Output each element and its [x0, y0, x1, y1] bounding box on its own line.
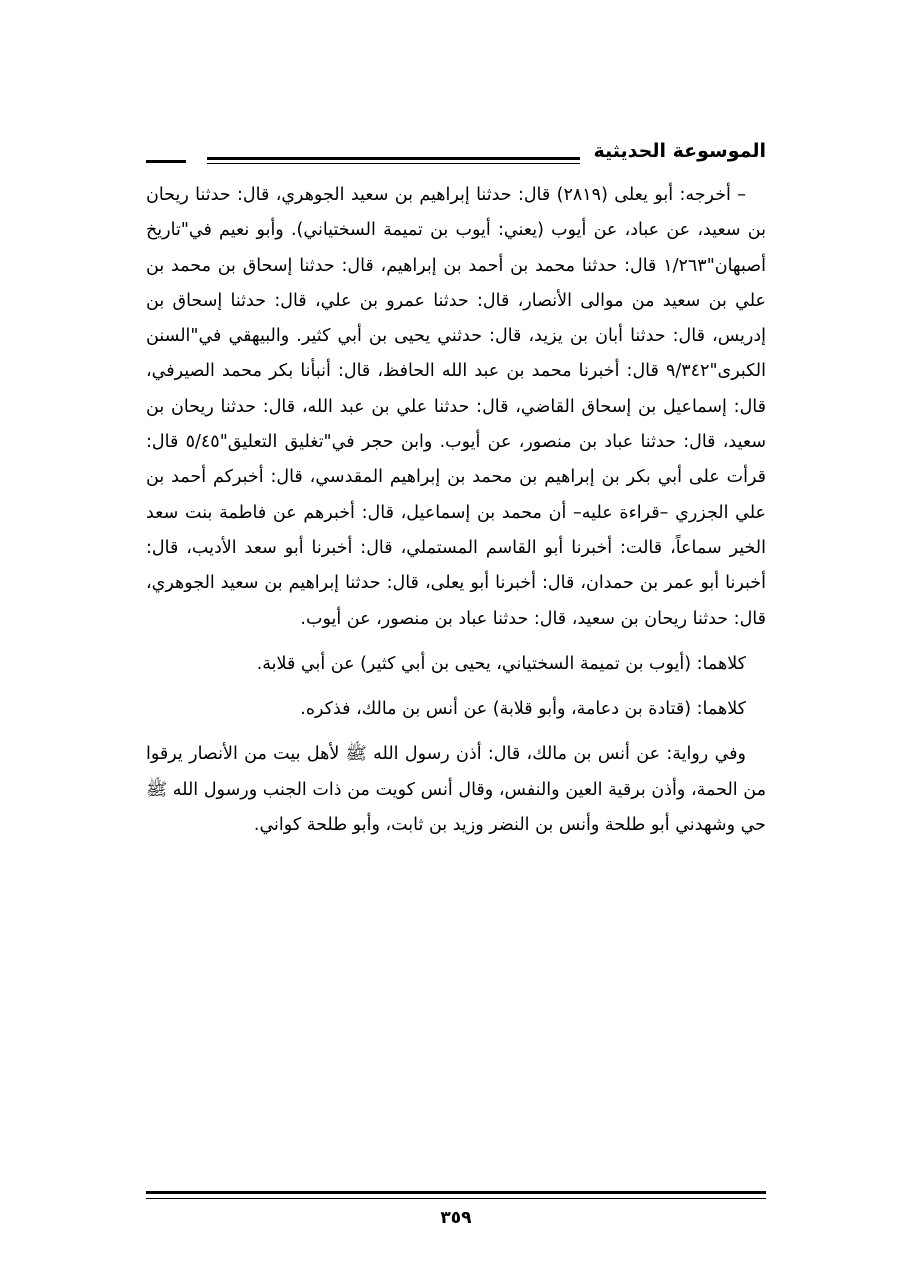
paragraph-kilahuma-1: كلاهما: (أيوب بن تميمة السختياني، يحيى بن أبي كثير) عن أبي قلابة. [256, 653, 746, 674]
paragraph-kilahuma-2: كلاهما: (قتادة بن دعامة، وأبو قلابة) عن أنس بن مالك، فذكره. [300, 699, 746, 720]
paragraph-riwaya: وفي رواية: عن أنس بن مالك، قال: أذن رسول الله ﷺ لأهل بيت من الأنصار يرقوا من الحمة، وأذن برقية العين والنفس، وقال أنس كويت من ذات الجنب ورسول الله ﷺ حي وشهدني أبو طلحة وأنس بن النضر وزيد بن ثابت، وأبو طلحة كواني. [146, 744, 766, 836]
running-header [146, 134, 766, 168]
page-number: ٣٥٩ [440, 1208, 472, 1228]
footer-rule-thick [146, 1191, 766, 1194]
header-title: الموسوعة الحديثية [584, 134, 767, 168]
body-text [146, 178, 766, 853]
header-rule-short [146, 160, 186, 163]
footer-rule-thin [146, 1198, 766, 1199]
paragraph-takhrij: – أخرجه: أبو يعلى (٢٨١٩) قال: حدثنا إبراهيم بن سعيد الجوهري، قال: حدثنا ريحان بن سعيد، عن عباد، عن أيوب (يعني: أيوب بن تميمة السختياني). وأبو نعيم في"تاريخ أصبهان"١/٢٦٣ قال: حدثنا محمد بن أحمد بن إبراهيم، قال: حدثنا إسحاق بن محمد بن علي بن سعيد من موالى الأنصار، قال: حدثنا عمرو بن علي، قال: حدثنا إسحاق بن إدريس، قال: حدثنا أبان بن يزيد، قال: حدثني يحيى بن أبي كثير. والبيهقي في"السنن الكبرى"٩/٣٤٢ قال: أخبرنا محمد بن عبد الله الحافظ، قال: أنبأنا بكر محمد الصيرفي، قال: إسماعيل بن إسحاق القاضي، قال: حدثنا علي بن عبد الله، قال: حدثنا ريحان بن سعيد، قال: حدثنا عباد بن منصور، عن أيوب. وابن حجر في"تغليق التعليق"٥/٤٥ قال: قرأت على أبي بكر بن إبراهيم بن محمد بن إبراهيم المقدسي، قال: أخبركم أحمد بن علي الجزري –قراءة عليه– أن محمد بن إسماعيل، قال: أخبرهم عن فاطمة بنت سعد الخير سماعاً، قالت: أخبرنا أبو القاسم المستملي، قال: أخبرنا أبو سعد الأديب، قال: أخبرنا أبو عمر بن حمدان، قال: أخبرنا أبو يعلى، قال: حدثنا إبراهيم بن سعيد الجوهري، قال: حدثنا ريحان بن سعيد، قال: حدثنا عباد بن منصور، عن أيوب. [146, 185, 767, 629]
header-rule-thin [207, 163, 580, 164]
header-rule-thick [207, 157, 580, 160]
